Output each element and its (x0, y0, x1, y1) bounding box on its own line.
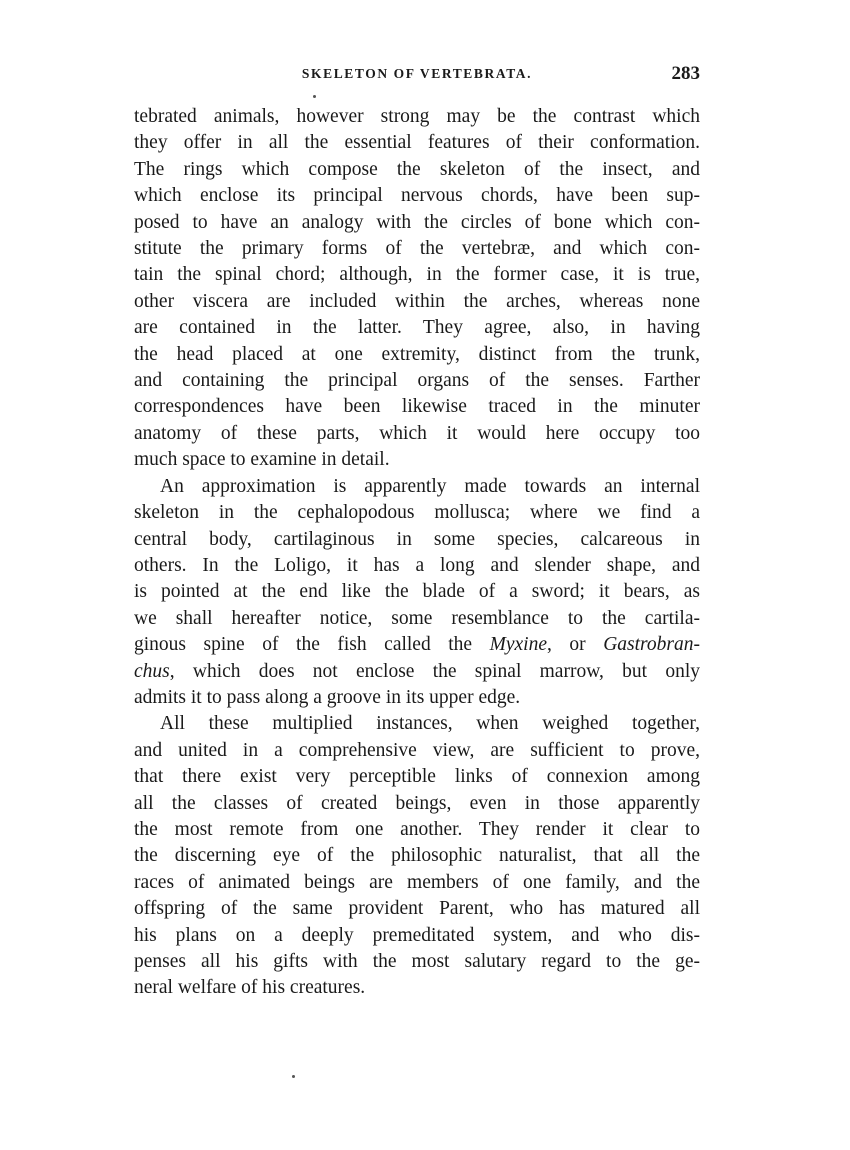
text-line: that there exist very perceptible links of connexion among (134, 766, 700, 788)
species-name-gastrobranchus: Gastrobran- (603, 634, 701, 656)
text-line: much space to examine in detail. (134, 449, 390, 471)
text-line: the discerning eye of the philosophic naturalist, that all the (134, 845, 700, 867)
text-line: anatomy of these parts, which it would here occupy too (134, 422, 700, 444)
text-line: are contained in the latter. They agree, also, in having (134, 317, 700, 339)
text-line (134, 659, 700, 685)
text-line: The rings which compose the skeleton of the insect, and (134, 158, 700, 180)
text-line: penses all his gifts with the most salutary regard to the ge- (134, 951, 700, 972)
text-line: correspondences have been likewise traced in the minuter (134, 396, 700, 418)
text-line: the most remote from one another. They render it clear to (134, 818, 700, 840)
species-name-myxine: Myxine (489, 634, 548, 656)
text-line: other viscera are included within the arches, whereas none (134, 290, 700, 312)
text-line: skeleton in the cephalopodous mollusca; where we find a (134, 502, 700, 524)
text-line: others. In the Loligo, it has a long and slender shape, and (134, 554, 700, 576)
text-line (134, 632, 700, 658)
paragraph-1 (134, 104, 700, 474)
text-line: they offer in all the essential features of their conformation. (134, 132, 700, 154)
text-line: admits it to pass along a groove in its upper edge. (134, 686, 521, 708)
text-line: An approximation is apparently made towards an internal (160, 475, 700, 497)
text-line: the head placed at one extremity, distinct from the trunk, (134, 343, 700, 365)
body-text (134, 104, 700, 1002)
text-line: and containing the principal organs of the senses. Farther (134, 370, 700, 392)
text-run: , which does not enclose the spinal marrow, but only (169, 660, 700, 682)
text-line: central body, cartilaginous in some species, calcareous in (134, 528, 700, 550)
text-line: is pointed at the end like the blade of a sword; it bears, as (134, 581, 700, 603)
text-line: all the classes of created beings, even in those apparently (134, 792, 700, 814)
text-line: offspring of the same provident Parent, who has matured all (134, 898, 700, 920)
text-run: ginous spine of the fish called the (134, 634, 490, 656)
print-speck (292, 1075, 295, 1078)
paragraph-3 (134, 711, 700, 1001)
text-line: stitute the primary forms of the vertebræ, and which con- (134, 238, 700, 260)
paragraph-2 (134, 474, 700, 712)
page-number: 283 (671, 63, 700, 84)
print-speck (313, 95, 316, 98)
running-head: SKELETON OF VERTEBRATA. (301, 66, 533, 81)
text-line: races of animated beings are members of one family, and the (134, 871, 700, 893)
text-line: his plans on a deeply premeditated system, and who dis- (134, 924, 700, 946)
page-header (134, 63, 700, 87)
text-line: posed to have an analogy with the circles of bone which con- (134, 211, 700, 233)
text-line: tebrated animals, however strong may be the contrast which (134, 106, 700, 127)
text-line: All these multiplied instances, when weighed together, (160, 713, 700, 735)
text-line: we shall hereafter notice, some resemblance to the cartila- (134, 607, 700, 629)
text-line: which enclose its principal nervous chords, have been sup- (134, 185, 700, 207)
text-line: and united in a comprehensive view, are sufficient to prove, (134, 739, 700, 761)
text-line: tain the spinal chord; although, in the former case, it is true, (134, 264, 700, 286)
text-line: neral welfare of his creatures. (134, 977, 366, 999)
species-name-gastrobranchus-end: chus (134, 660, 170, 682)
text-run: , or (547, 634, 604, 656)
